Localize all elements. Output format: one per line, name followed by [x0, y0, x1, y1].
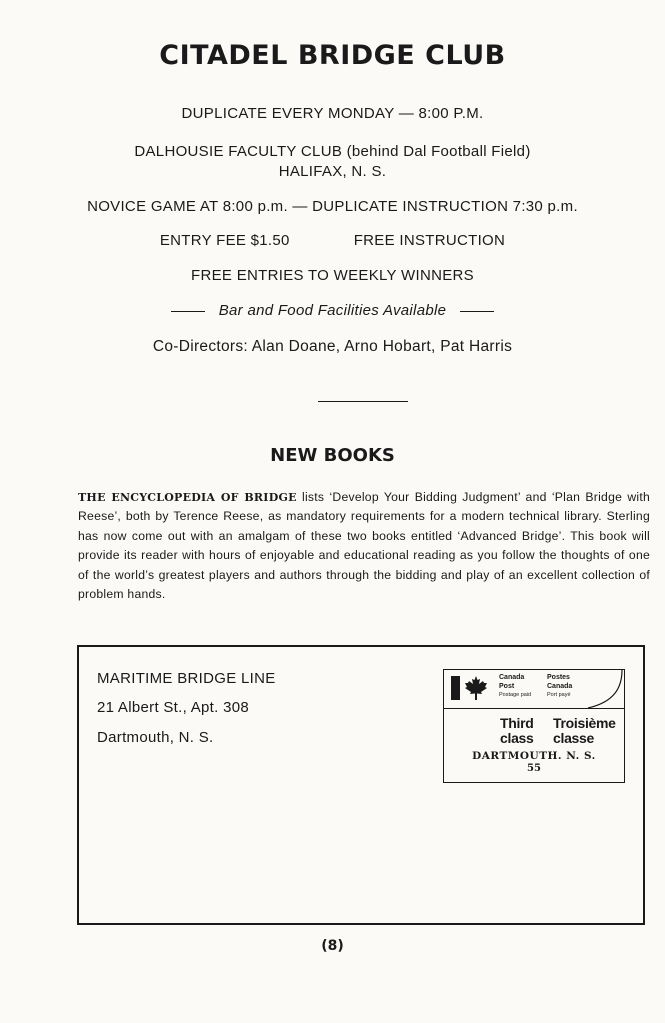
indicia-en-3: Postage paid: [499, 692, 532, 698]
indicia-fr-3: Port payé: [547, 692, 571, 698]
games-line: NOVICE GAME AT 8:00 p.m. — DUPLICATE INSTRUCTION 7:30 p.m.: [87, 198, 578, 215]
section-divider: [318, 401, 408, 402]
indicia-english: [499, 674, 531, 700]
free-instruction: FREE INSTRUCTION: [353, 232, 506, 249]
indicia-en-1: Canada: [499, 674, 525, 681]
indicia-curve-icon: [584, 670, 624, 708]
dash-right: [460, 311, 494, 312]
dash-left: [171, 311, 205, 312]
books-heading: NEW BOOKS: [270, 445, 395, 466]
indicia-city: DARTMOUTH. N. S.: [472, 750, 596, 762]
class-fr-2: classe: [553, 730, 595, 746]
book-title: THE ENCYCLOPEDIA OF BRIDGE: [78, 491, 297, 504]
class-en-1: Third: [500, 715, 534, 731]
location-block: [0, 142, 665, 182]
class-english: [500, 716, 534, 746]
indicia-fr-2: Canada: [547, 682, 573, 690]
facilities-line: [0, 301, 665, 321]
indicia-number: 55: [527, 763, 541, 774]
club-title: CITADEL BRIDGE CLUB: [159, 40, 506, 71]
books-body: lists ‘Develop Your Bidding Judgment’ and ‘Plan Bridge with Reese’, both by Terence Reese, as mandatory requirements for a modern technical library. Sterling has now come out with an amalgam of these two books entitled ‘Advanced Bridge’. This book will provide its reader with hours of enjoyable and educational reading as you follow the thoughts of one of the world’s greatest players and authors through the bidding and play of an excellent collection of problem hands.: [78, 490, 651, 602]
books-paragraph: [78, 488, 650, 604]
class-en-2: class: [500, 730, 534, 746]
mailing-panel: [77, 645, 645, 925]
directors-line: Co-Directors: Alan Doane, Arno Hobart, Pat Harris: [152, 338, 513, 355]
free-entries-line: FREE ENTRIES TO WEEKLY WINNERS: [191, 267, 474, 284]
entry-fee: ENTRY FEE $1.50: [159, 232, 290, 249]
return-city: Dartmouth, N. S.: [97, 729, 214, 746]
return-name: MARITIME BRIDGE LINE: [97, 670, 276, 687]
location-line-2: HALIFAX, N. S.: [278, 163, 387, 180]
page-number: (8): [321, 938, 344, 954]
location-line-1: DALHOUSIE FACULTY CLUB (behind Dal Football Field): [134, 143, 531, 160]
postage-indicia: [443, 669, 625, 783]
indicia-en-2: Post: [499, 682, 515, 690]
indicia-french: [547, 674, 572, 700]
class-french: [553, 716, 616, 746]
class-fr-1: Troisième: [553, 715, 616, 731]
schedule-line: DUPLICATE EVERY MONDAY — 8:00 P.M.: [181, 105, 484, 122]
maple-leaf-icon: [463, 675, 489, 701]
flag-bar-icon: [451, 676, 460, 700]
indicia-fr-1: Postes: [547, 674, 570, 681]
facilities-text: Bar and Food Facilities Available: [218, 302, 447, 319]
indicia-header: [444, 670, 624, 709]
return-street: 21 Albert St., Apt. 308: [97, 699, 249, 716]
fee-line: [0, 231, 665, 251]
